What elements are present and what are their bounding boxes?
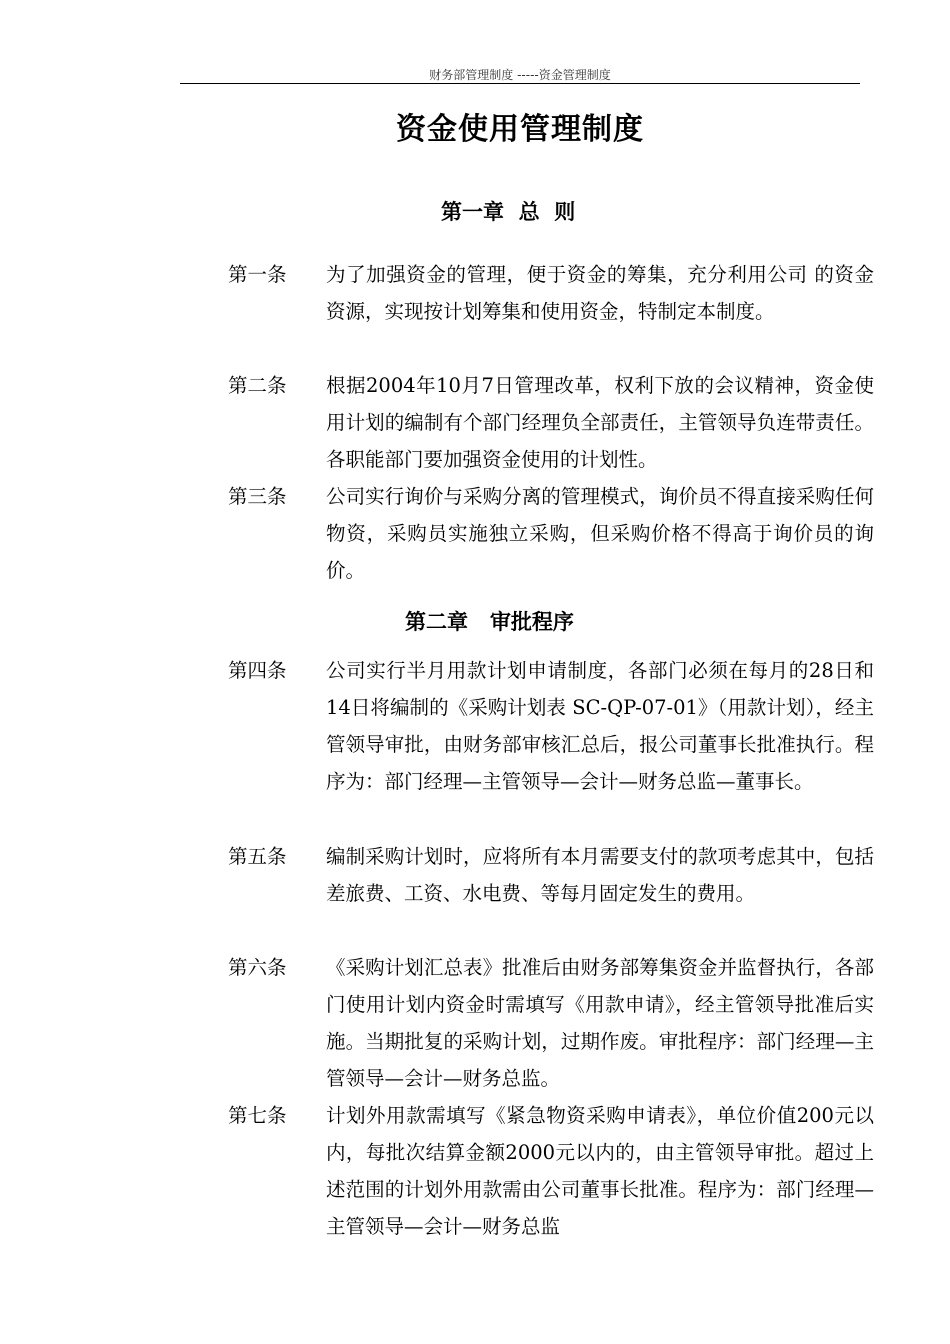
article-text: 计划外用款需填写《紧急物资采购申请表》，单位价值200元以内，每批次结算金额2000元以内的，由主管领导审批。超过上述范围的计划外用款需由公司董事长批准。程序为：部门经理—主管领导—会计—财务总监: [326, 1104, 874, 1238]
article-number: 第三条: [228, 485, 287, 508]
running-header: 财务部管理制度 -----资金管理制度: [429, 68, 611, 82]
document-title: 资金使用管理制度: [396, 112, 644, 147]
header-rule: [180, 83, 860, 84]
chapter-heading-2: 第二章 审批程序: [405, 610, 574, 634]
article-number: 第一条: [228, 263, 287, 286]
article-number: 第四条: [228, 659, 287, 682]
article-text: 公司实行半月用款计划申请制度，各部门必须在每月的28日和14日将编制的《采购计划表 SC-QP-07-01》（用款计划），经主管领导审批，由财务部审核汇总后，报公司董事长批准执行。程序为：部门经理—主管领导—会计—财务总监—董事长。: [326, 659, 874, 793]
article-number: 第二条: [228, 374, 287, 397]
article-text: 《采购计划汇总表》批准后由财务部筹集资金并监督执行，各部门使用计划内资金时需填写《用款申请》，经主管领导批准后实施。当期批复的采购计划，过期作废。审批程序：部门经理—主管领导—会计—财务总监。: [326, 956, 874, 1090]
article-text: 为了加强资金的管理，便于资金的筹集，充分利用公司 的资金资源，实现按计划筹集和使用资金，特制定本制度。: [326, 263, 874, 323]
article-number: 第五条: [228, 845, 287, 868]
article-number: 第七条: [228, 1104, 287, 1127]
article-text: 公司实行询价与采购分离的管理模式，询价员不得直接采购任何物资，采购员实施独立采购，但采购价格不得高于询价员的询价。: [326, 485, 874, 582]
article-text: 根据2004年10月7日管理改革，权利下放的会议精神，资金使用计划的编制有个部门经理负全部责任，主管领导负连带责任。各职能部门要加强资金使用的计划性。: [326, 374, 874, 471]
chapter-heading-1: 第一章 总 则: [441, 200, 576, 224]
article-text: 编制采购计划时，应将所有本月需要支付的款项考虑其中，包括差旅费、工资、水电费、等每月固定发生的费用。: [326, 845, 874, 905]
article-number: 第六条: [228, 956, 287, 979]
